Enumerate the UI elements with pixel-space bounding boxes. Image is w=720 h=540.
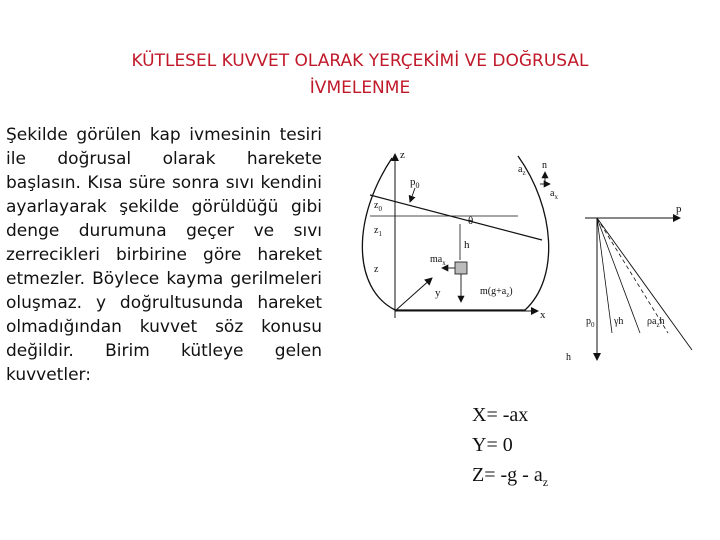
max-label: $ma_x$ xyxy=(430,254,446,267)
p0-arrow xyxy=(410,188,415,202)
theta-label: θ xyxy=(468,215,474,227)
mg-label: $m(g+a_z)$ xyxy=(480,286,513,299)
title-line-1: KÜTLESEL KUVVET OLARAK YERÇEKİMİ VE DOĞRUSAL xyxy=(131,51,589,71)
equation-x: X= -ax xyxy=(472,404,529,426)
z-axis-label: z xyxy=(400,149,405,161)
slide-title xyxy=(60,48,660,102)
body-paragraph: Şekilde görülen kap ivmesinin tesiri ile doğrusal olarak harekete başlasın. Kısa süre sonra sıvı kendini ayarlayarak şekilde görüldüğü gibi denge durumuna geçer ve sıvı zerrecikleri birbirine göre hareket etmezler. Böylece kayma gerilmeleri oluşmaz. y doğrultusunda hareket olmadığından kuvvet söz konusu değildir. Birim kütleye gelen kuvvetler: xyxy=(6,125,322,385)
equation-z: $Z= -g - a_z$ xyxy=(472,464,549,489)
dashed-pressure-line xyxy=(597,218,668,333)
free-surface xyxy=(370,195,542,240)
z1-label: $z_1$ xyxy=(374,225,382,238)
y-axis xyxy=(395,278,432,311)
y-axis-label: y xyxy=(435,287,441,299)
equation-y: Y= 0 xyxy=(472,434,513,456)
depth-axis-right-label: h xyxy=(566,352,571,363)
p0-box-label: $p_0$ xyxy=(586,316,595,329)
depth-h-label: h xyxy=(464,239,470,251)
az-label: $a_z$ xyxy=(518,164,526,177)
x-axis-label: x xyxy=(540,309,546,321)
pressure-axis-label: p xyxy=(676,203,682,215)
fluid-particle xyxy=(455,262,467,274)
ax-label: $a_x$ xyxy=(550,188,558,201)
z-mid-label: z xyxy=(374,264,379,275)
rho-az-h-label: $\rho a_zh$ xyxy=(647,316,665,329)
n-vector-label: n xyxy=(542,160,547,171)
tank-outline xyxy=(362,156,548,310)
fluid-acceleration-diagram xyxy=(350,138,700,378)
title-line-2: İVMELENME xyxy=(309,78,411,98)
gamma-h-label: γh xyxy=(614,316,624,327)
z0-label: $z_0$ xyxy=(374,200,382,213)
p0-label: $p_0$ xyxy=(410,176,420,190)
